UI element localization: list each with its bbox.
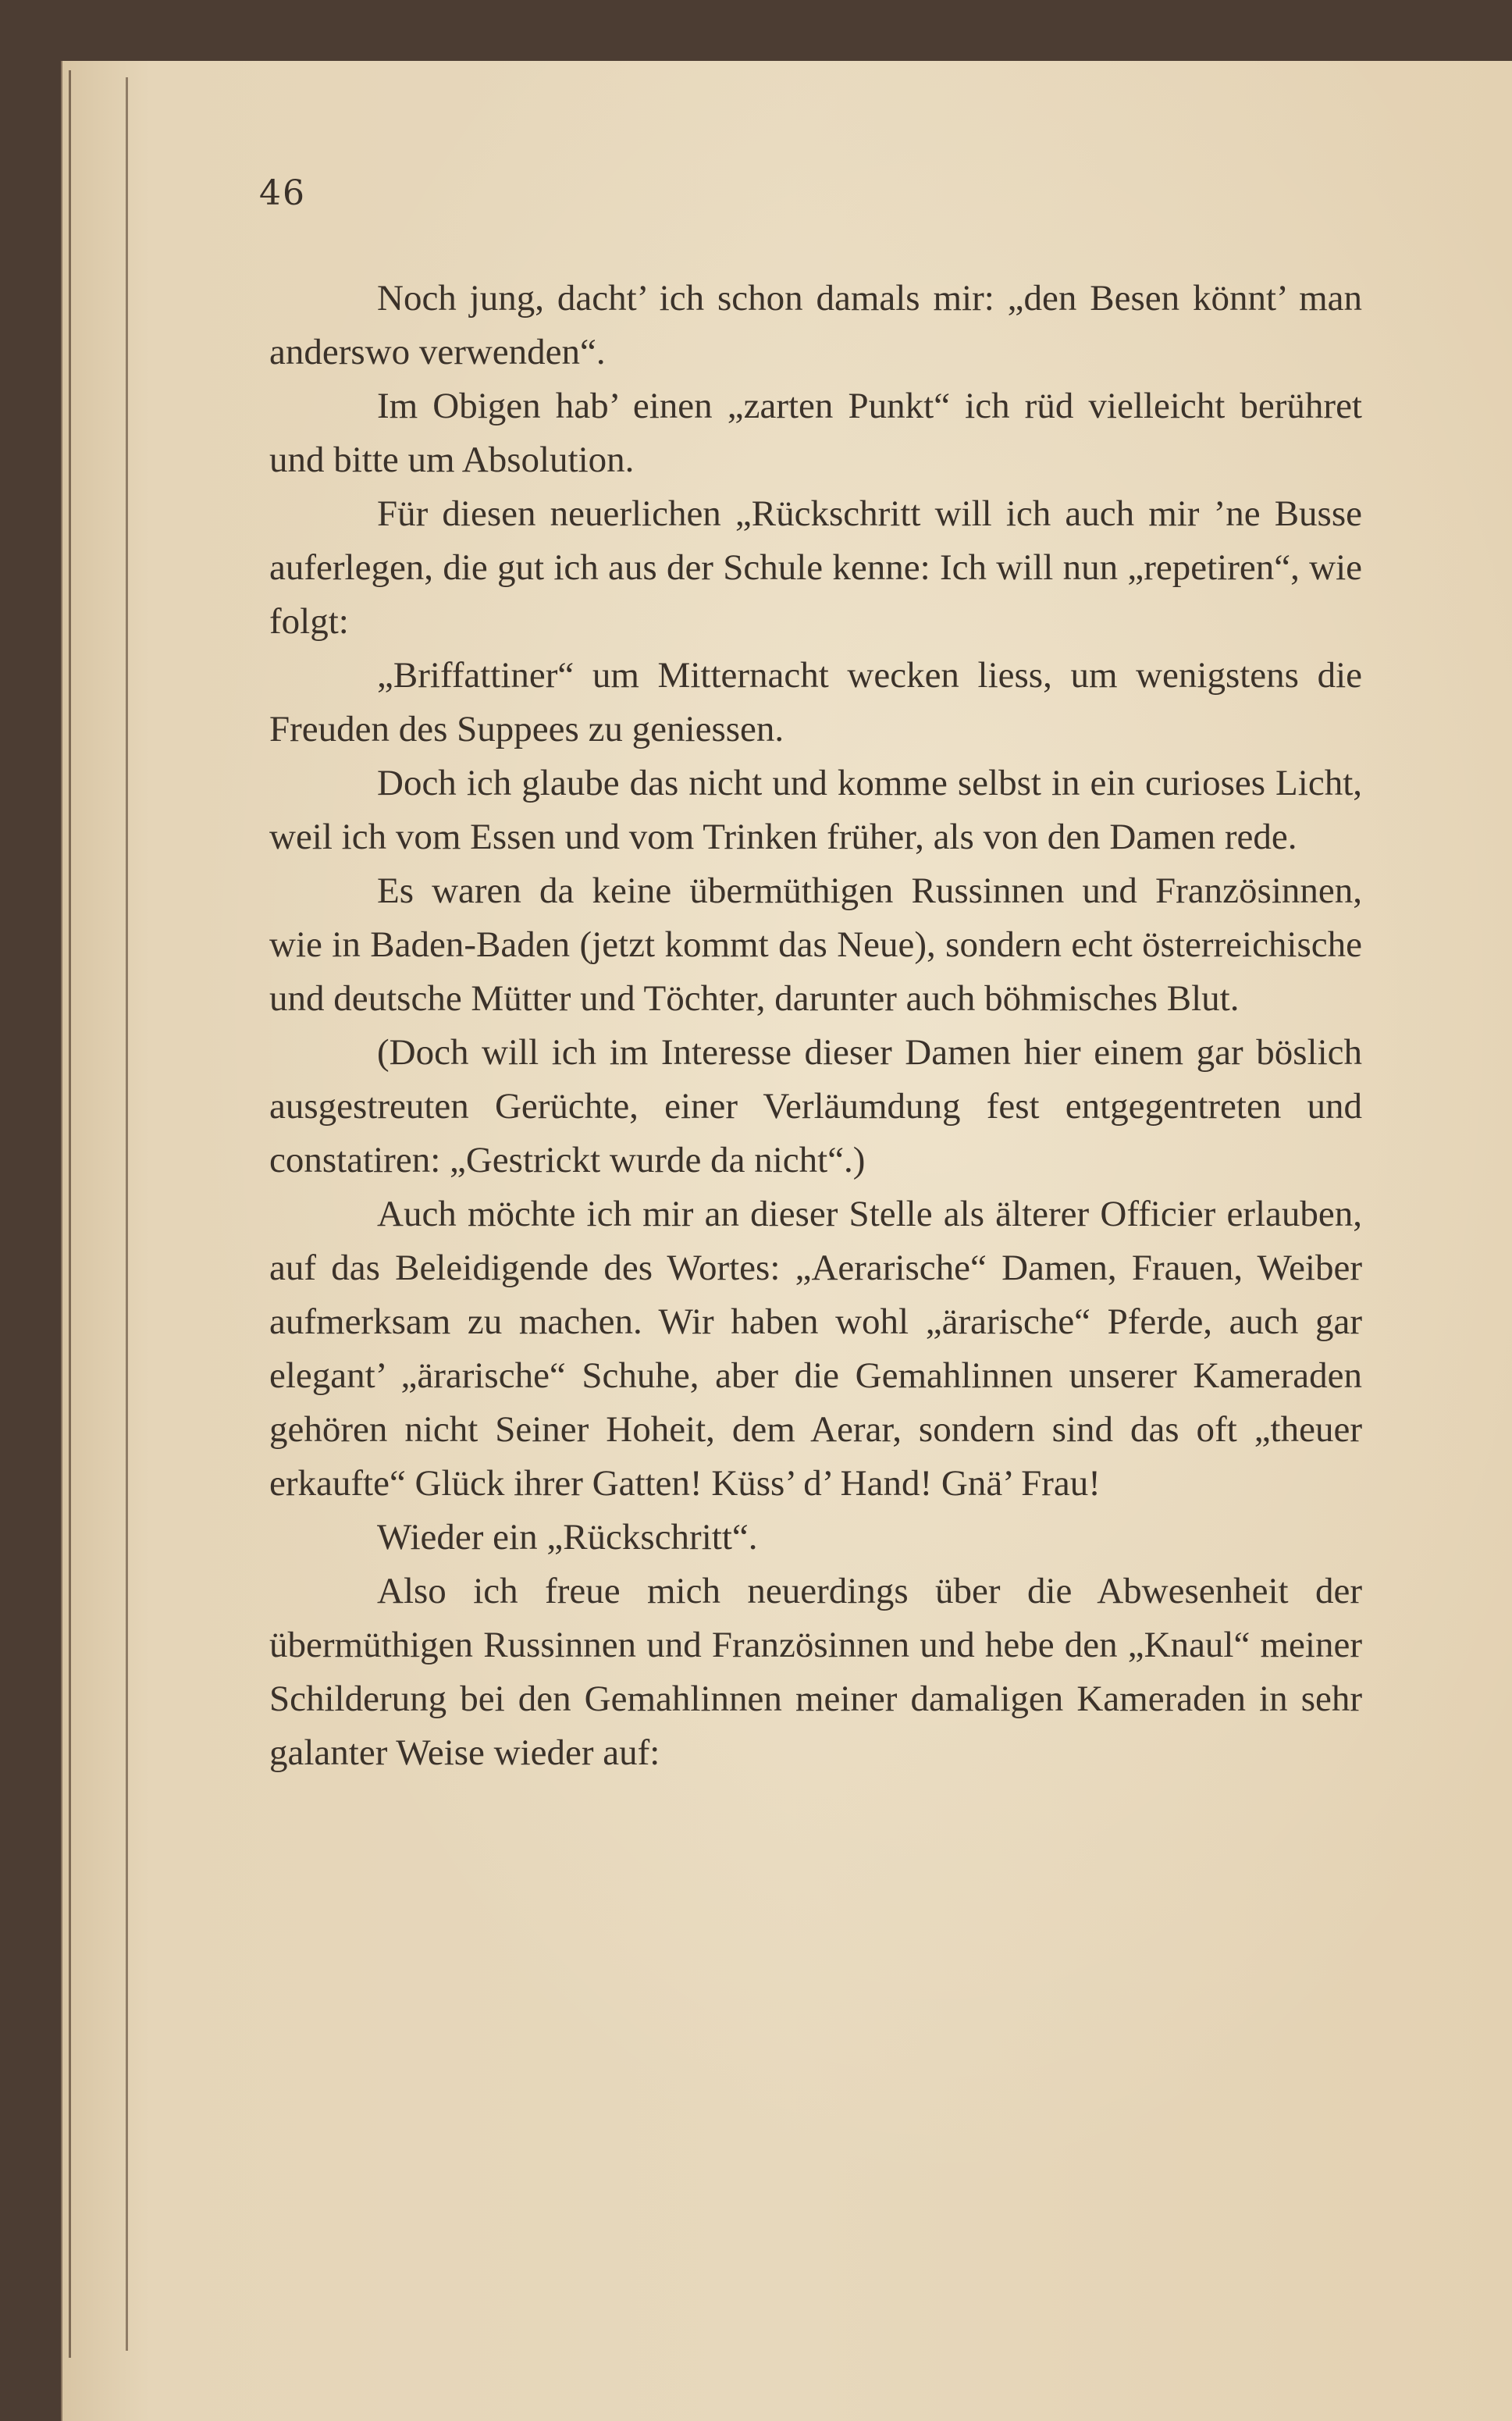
paragraph: (Doch will ich im Interesse dieser Damen hier einem gar böslich ausgestreuten Gerüchte, einer Verläumdung fest entgegentreten und constatiren: „Gestrickt wurde da nicht“.) (269, 1032, 1362, 1180)
paragraph: Wieder ein „Rückschritt“. (377, 1517, 758, 1558)
paragraph: Auch möchte ich mir an dieser Stelle als älterer Officier erlauben, auf das Beleidigende des Wortes: „Aerarische“ Damen, Frauen, Weiber aufmerksam zu machen. Wir haben wohl „ärarische“ Pferde, auch gar elegant’ „ärarische“ Schuhe, aber die Gemahlinnen unserer Kameraden gehören nicht Seiner Hoheit, dem Aerar, sondern sind das oft „theuer erkaufte“ Glück ihrer Gatten! Küss’ d’ Hand! Gnä’ Frau! (269, 1194, 1362, 1504)
page-text (269, 272, 1362, 1780)
paragraph: „Briffattiner“ um Mitternacht wecken liess, um wenigstens die Freuden des Suppees zu geniessen. (269, 655, 1362, 749)
page-edges (69, 70, 126, 2358)
paragraph: Noch jung, dacht’ ich schon damals mir: „den Besen könnt’ man anderswo verwenden“. (269, 278, 1362, 372)
paragraph: Für diesen neuerlichen „Rückschritt will ich auch mir ’ne Busse auferlegen, die gut ich aus der Schule kenne: Ich will nun „repetiren“, wie folgt: (269, 493, 1362, 642)
paragraph: Es waren da keine übermüthigen Russinnen und Französinnen, wie in Baden-Baden (jetzt kommt das Neue), sondern echt österreichische und deutsche Mütter und Töchter, darunter auch böhmisches Blut. (269, 870, 1362, 1019)
page-number: 46 (259, 173, 306, 213)
paragraph: Doch ich glaube das nicht und komme selbst in ein curioses Licht, weil ich vom Essen und vom Trinken früher, als von den Damen rede. (269, 763, 1362, 857)
paragraph: Also ich freue mich neuerdings über die Abwesenheit der übermüthigen Russinnen und Französinnen und hebe den „Knaul“ meiner Schilderung bei den Gemahlinnen meiner damaligen Kameraden in sehr galanter Weise wieder auf: (269, 1571, 1362, 1773)
paragraph: Im Obigen hab’ einen „zarten Punkt“ ich rüd vielleicht berühret und bitte um Absolution. (269, 386, 1362, 480)
